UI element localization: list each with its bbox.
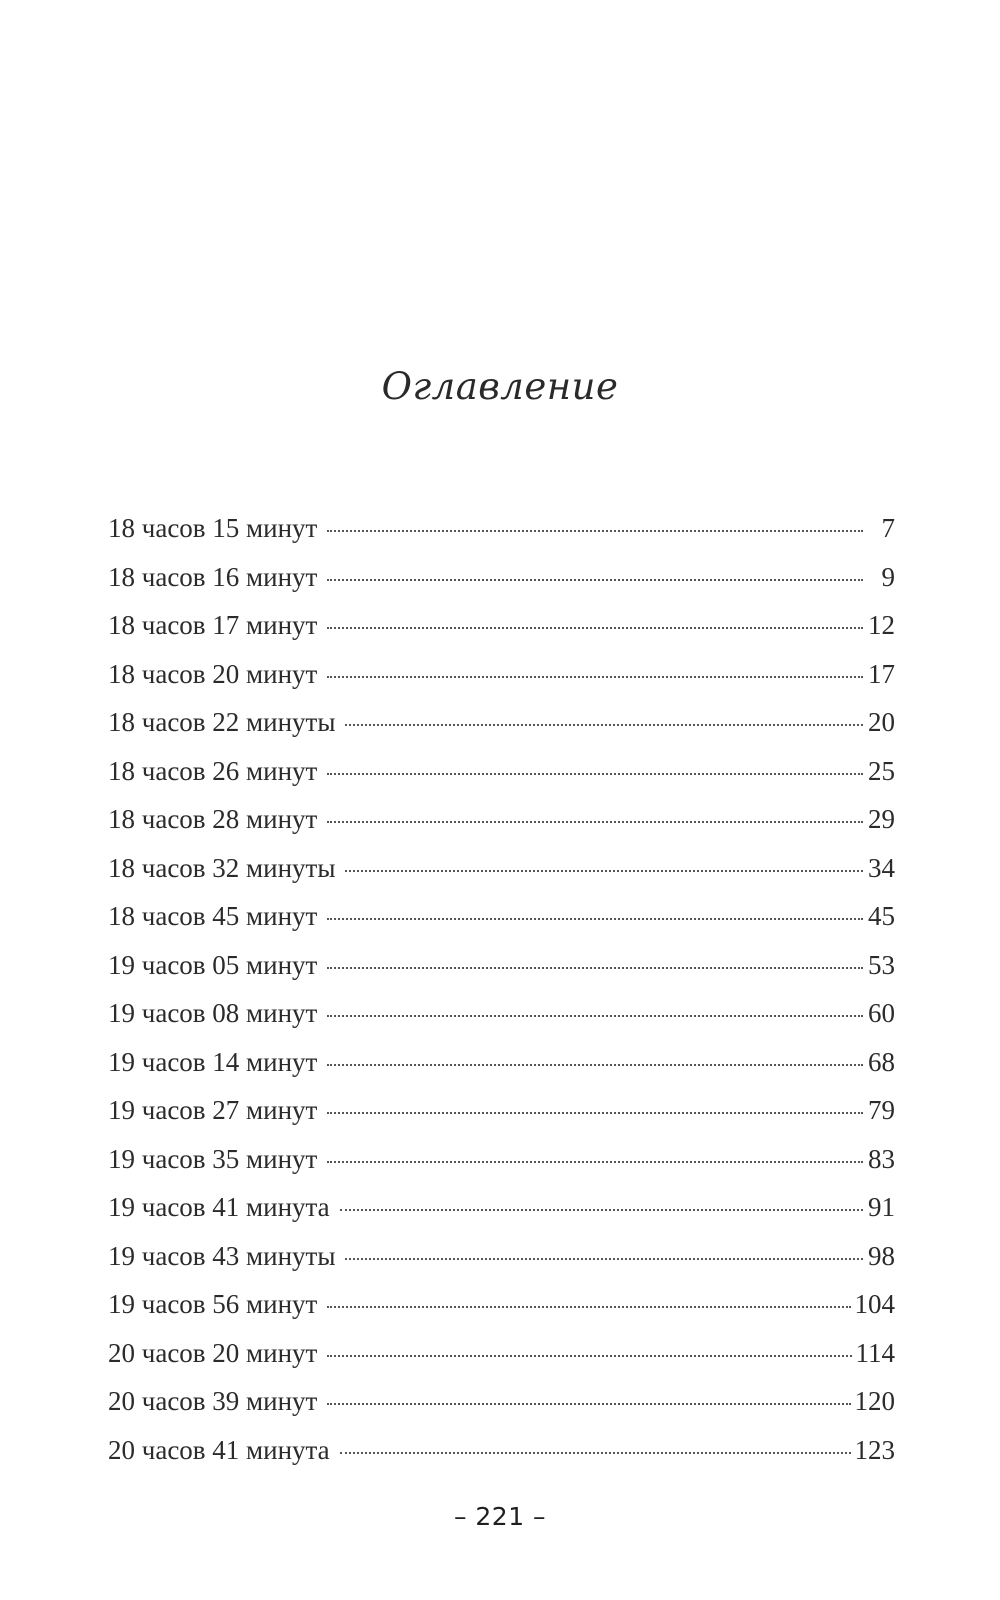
toc-entry-page: 34 <box>868 852 895 883</box>
toc-entry <box>108 1435 895 1484</box>
toc-entry-label: 18 часов 20 минут <box>108 658 318 689</box>
toc-entry <box>108 1144 895 1193</box>
toc-entry <box>108 804 895 853</box>
toc-entry <box>108 659 895 708</box>
toc-entry <box>108 901 895 950</box>
toc-entry-page: 17 <box>868 658 895 689</box>
dot-leader <box>327 579 863 581</box>
toc-entry-page: 83 <box>868 1143 895 1174</box>
toc-entry <box>108 950 895 999</box>
page-number: – 221 – <box>453 1502 547 1531</box>
dot-leader <box>340 1452 851 1454</box>
toc-entry <box>108 707 895 756</box>
dot-leader <box>327 918 863 920</box>
toc-entry-label: 19 часов 41 минута <box>108 1192 330 1222</box>
toc-entry-label: 19 часов 08 минут <box>108 998 318 1028</box>
dot-leader <box>327 1112 863 1114</box>
toc-entry <box>108 610 895 659</box>
toc-entry-label: 19 часов 35 минут <box>108 1143 318 1174</box>
dot-leader <box>327 1306 850 1308</box>
dot-leader <box>327 627 863 629</box>
toc-entry-label: 20 часов 39 минут <box>108 1386 318 1416</box>
dot-leader <box>345 870 863 872</box>
dot-leader <box>327 530 863 532</box>
toc-entry <box>108 1095 895 1144</box>
toc-list <box>108 513 895 1483</box>
toc-entry-page: 53 <box>868 949 895 980</box>
toc-entry <box>108 853 895 902</box>
toc-entry <box>108 1047 895 1096</box>
toc-heading: Оглавление <box>381 365 619 408</box>
toc-entry <box>108 1241 895 1290</box>
toc-entry-page: 68 <box>868 1046 895 1077</box>
toc-entry-page: 25 <box>868 755 895 786</box>
toc-entry-label: 19 часов 05 минут <box>108 949 318 980</box>
toc-entry-page: 29 <box>868 804 895 834</box>
toc-entry-label: 19 часов 43 минуты <box>108 1240 336 1271</box>
dot-leader <box>340 1209 863 1211</box>
toc-entry-label: 20 часов 41 минута <box>108 1434 330 1465</box>
toc-entry <box>108 998 895 1047</box>
dot-leader <box>327 821 863 823</box>
toc-entry-page: 91 <box>868 1192 895 1222</box>
dot-leader <box>327 1064 863 1066</box>
toc-entry-page: 12 <box>868 610 895 640</box>
toc-entry-label: 18 часов 17 минут <box>108 610 318 640</box>
toc-entry-page: 45 <box>868 901 895 931</box>
toc-entry-label: 18 часов 16 минут <box>108 561 318 592</box>
dot-leader <box>327 1015 863 1017</box>
toc-entry <box>108 1289 895 1338</box>
toc-entry-page: 123 <box>854 1434 895 1465</box>
toc-entry-label: 19 часов 56 минут <box>108 1289 318 1319</box>
toc-entry-page: 60 <box>868 998 895 1028</box>
toc-entry-page: 79 <box>868 1095 895 1125</box>
toc-entry <box>108 562 895 611</box>
toc-entry-page: 104 <box>854 1289 895 1319</box>
toc-entry-label: 18 часов 45 минут <box>108 901 318 931</box>
toc-entry-page: 120 <box>854 1386 895 1416</box>
dot-leader <box>327 967 863 969</box>
toc-entry <box>108 1192 895 1241</box>
toc-entry-page: 98 <box>868 1240 895 1271</box>
toc-entry-label: 18 часов 22 минуты <box>108 707 336 737</box>
toc-entry-label: 20 часов 20 минут <box>108 1337 318 1368</box>
toc-entry-page: 114 <box>855 1337 895 1368</box>
toc-entry-label: 18 часов 15 минут <box>108 513 318 543</box>
toc-entry <box>108 513 895 562</box>
toc-entry <box>108 756 895 805</box>
dot-leader <box>327 1403 850 1405</box>
dot-leader <box>327 773 863 775</box>
toc-entry-label: 19 часов 14 минут <box>108 1046 318 1077</box>
toc-entry-label: 19 часов 27 минут <box>108 1095 318 1125</box>
toc-entry-page: 9 <box>881 561 895 592</box>
dot-leader <box>345 1258 863 1260</box>
toc-entry-page: 7 <box>881 513 895 543</box>
dot-leader <box>327 1161 863 1163</box>
toc-entry-label: 18 часов 32 минуты <box>108 852 336 883</box>
toc-entry <box>108 1386 895 1435</box>
dot-leader <box>327 1355 851 1357</box>
dot-leader <box>327 676 863 678</box>
toc-entry-page: 20 <box>868 707 895 737</box>
dot-leader <box>345 724 863 726</box>
toc-entry-label: 18 часов 26 минут <box>108 755 318 786</box>
toc-entry-label: 18 часов 28 минут <box>108 804 318 834</box>
toc-entry <box>108 1338 895 1387</box>
